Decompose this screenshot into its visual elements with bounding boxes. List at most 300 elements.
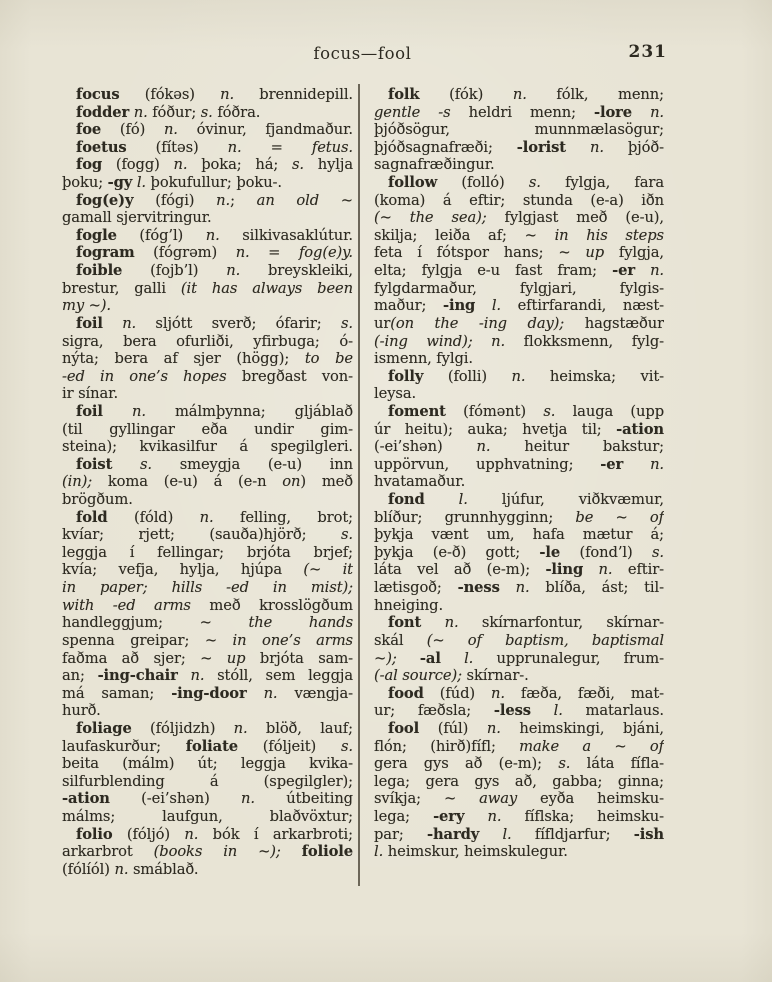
italic-text: ~ in one’s arms xyxy=(204,631,353,649)
italic-text: n. xyxy=(131,402,146,420)
body-text: hagstæður xyxy=(564,314,664,332)
dictionary-line xyxy=(374,209,664,227)
dictionary-line xyxy=(62,438,353,456)
headword-text: -ery xyxy=(433,807,465,825)
body-text: blöð, lauf; xyxy=(247,719,353,737)
body-text: faðma að sjer; xyxy=(62,649,201,667)
dictionary-line xyxy=(62,244,353,262)
body-text: spenna greipar; xyxy=(62,631,205,649)
dictionary-line xyxy=(62,561,353,579)
dictionary-line xyxy=(62,491,353,509)
headword-text: -gy xyxy=(107,174,133,192)
dictionary-line xyxy=(62,808,353,826)
running-head: focus—fool xyxy=(313,44,412,63)
dictionary-line xyxy=(62,790,353,808)
dictionary-line xyxy=(374,790,664,808)
body-text: ir sínar. xyxy=(62,385,119,403)
body-text xyxy=(103,315,122,332)
headword-text: -ation xyxy=(62,790,110,808)
italic-text: n. xyxy=(444,614,459,632)
dictionary-line xyxy=(374,421,664,439)
body-text: brjóta sam- xyxy=(245,649,353,667)
body-text: (til gyllingar eða undir gim- xyxy=(62,420,353,438)
dictionary-line xyxy=(374,632,664,650)
body-text: fólk, menn; xyxy=(526,86,664,103)
headword-text: fogle xyxy=(76,226,117,244)
body-text: lauga (upp xyxy=(555,402,664,420)
italic-text: n. xyxy=(263,684,278,702)
body-text: heimska; vit- xyxy=(525,367,664,385)
dictionary-line xyxy=(374,350,664,368)
headword-text: font xyxy=(388,614,422,632)
dictionary-line xyxy=(374,262,664,280)
body-text: skilja; leiða af; xyxy=(374,226,525,244)
body-text: fylgja, fara xyxy=(540,174,664,192)
italic-text: n. xyxy=(190,667,205,685)
dictionary-line xyxy=(62,579,353,597)
body-text: (koma) á eftir; stunda (e-a) iðn xyxy=(374,191,664,209)
body-text: heldri menn; xyxy=(450,103,594,121)
italic-text: s. xyxy=(528,174,541,192)
body-text: brögðum. xyxy=(62,491,133,509)
italic-text: n. xyxy=(216,191,231,209)
dictionary-line xyxy=(374,456,664,474)
body-text: ) með xyxy=(300,473,353,491)
body-text: brestur, galli xyxy=(62,279,181,297)
dictionary-line xyxy=(62,315,353,333)
dictionary-line xyxy=(62,755,353,773)
page-number: 231 xyxy=(628,42,667,62)
headword-text: foil xyxy=(76,402,103,420)
dictionary-line xyxy=(62,843,353,861)
body-text: óvinur, fjandmaður. xyxy=(177,121,353,139)
body-text: beita (málm) út; leggja kvika- xyxy=(62,755,353,773)
body-text: (fúl) xyxy=(419,719,487,737)
italic-text: n. xyxy=(598,561,613,579)
body-text: leggja í fellingar; brjóta brjef; xyxy=(62,543,353,561)
body-text: heimskur, heimskulegur. xyxy=(383,843,568,861)
body-text: laufaskurður; xyxy=(62,737,186,755)
body-text: útbeiting xyxy=(254,790,353,808)
dictionary-line xyxy=(374,597,664,615)
dictionary-line xyxy=(374,579,664,597)
dictionary-line xyxy=(62,826,353,844)
dictionary-line xyxy=(374,614,664,632)
body-text: handleggjum; xyxy=(62,614,200,632)
body-text: flón; (hirð)fífl; xyxy=(374,737,520,755)
body-text xyxy=(112,456,140,473)
italic-text: in paper; hills -ed in mist); xyxy=(62,579,353,597)
body-text: (fogg) xyxy=(102,156,174,174)
italic-text: s. xyxy=(543,402,556,420)
right-column xyxy=(374,86,664,861)
italic-text: (books in ~); xyxy=(153,843,281,861)
dictionary-line xyxy=(374,121,664,139)
italic-text: n. xyxy=(133,103,148,121)
dictionary-line xyxy=(374,720,664,738)
italic-text: to be xyxy=(304,350,353,368)
body-text: (fók) xyxy=(419,86,513,103)
italic-text: n. xyxy=(650,455,664,473)
italic-text: (-al source); xyxy=(374,667,462,685)
body-text: (fúd) xyxy=(423,684,491,702)
body-text: uppörvun, upphvatning; xyxy=(374,455,601,473)
body-text: (fólíól) xyxy=(62,860,115,878)
dictionary-line xyxy=(62,509,353,527)
body-text: (fítəs) xyxy=(126,138,228,156)
italic-text: n. xyxy=(511,367,526,385)
italic-text: be ~ of xyxy=(575,508,664,526)
body-text: (fógi) xyxy=(133,191,217,209)
dictionary-line xyxy=(374,685,664,703)
italic-text: n. xyxy=(122,314,137,332)
body-text: felling, brot; xyxy=(213,508,353,526)
body-text: láta vel að (e-m); xyxy=(374,561,546,579)
body-text xyxy=(178,667,191,684)
body-text: lega; gera gys að, gabba; ginna; xyxy=(374,772,664,790)
dictionary-line xyxy=(62,685,353,703)
body-text: (fojb’l) xyxy=(122,262,227,280)
italic-text: gentle -s xyxy=(374,103,451,121)
body-text: stóll, sem leggja xyxy=(204,667,353,685)
italic-text: n. xyxy=(487,807,502,825)
body-text: an; xyxy=(62,667,98,685)
body-text xyxy=(464,808,487,825)
body-text xyxy=(281,843,302,860)
headword-text: fodder xyxy=(76,103,130,121)
dictionary-line xyxy=(62,174,353,192)
headword-text: -ling xyxy=(545,561,584,579)
dictionary-line xyxy=(62,297,353,315)
italic-text: (it has always been xyxy=(180,279,353,297)
italic-text: l. xyxy=(136,174,146,192)
body-text: fylgjast með (e-u), xyxy=(486,209,664,227)
dictionary-line xyxy=(62,720,353,738)
body-text xyxy=(500,579,516,596)
headword-text: -ish xyxy=(633,825,664,843)
body-text xyxy=(531,702,554,719)
body-text: ; xyxy=(230,191,257,209)
italic-text: n. xyxy=(227,138,242,156)
body-text xyxy=(632,104,650,121)
body-text: eftir- xyxy=(612,561,664,579)
dictionary-line xyxy=(62,139,353,157)
body-text: sagnafræðingur. xyxy=(374,156,495,174)
dictionary-line xyxy=(374,297,664,315)
body-text: (fómənt) xyxy=(445,402,544,420)
body-text: ismenn, fylgi. xyxy=(374,350,473,368)
italic-text: n. xyxy=(199,508,214,526)
dictionary-line xyxy=(374,368,664,386)
dictionary-line xyxy=(374,438,664,456)
body-text: ur xyxy=(374,314,391,332)
body-text: þjóð- xyxy=(603,138,664,156)
dictionary-line xyxy=(374,667,664,685)
headword-text: foliate xyxy=(185,737,239,755)
dictionary-line xyxy=(374,403,664,421)
body-text: ljúfur, viðkvæmur, xyxy=(467,491,664,509)
body-text: = xyxy=(249,244,299,262)
body-text xyxy=(425,491,459,508)
headword-text: fogram xyxy=(76,244,135,262)
italic-text: s. xyxy=(340,737,353,755)
headword-text: -ing-chair xyxy=(97,667,178,685)
italic-text: (~ the sea); xyxy=(374,209,487,227)
body-text: upprunalegur, frum- xyxy=(473,649,664,667)
body-text: (fóljeit) xyxy=(238,737,341,755)
body-text: blíða, ást; til- xyxy=(529,579,664,597)
italic-text: (~ it xyxy=(303,561,353,579)
headword-text: foliage xyxy=(76,719,132,737)
dictionary-line xyxy=(374,755,664,773)
italic-text: (on the -ing day); xyxy=(390,314,565,332)
dictionary-line xyxy=(374,244,664,262)
dictionary-line xyxy=(62,421,353,439)
body-text: láta fífla- xyxy=(570,755,664,773)
body-text: (folli) xyxy=(423,367,512,385)
dictionary-line xyxy=(62,156,353,174)
column-divider-rule xyxy=(358,84,360,886)
body-text: nýta; bera af sjer (högg); xyxy=(62,350,305,368)
body-text: eftirfarandi, næst- xyxy=(500,297,664,315)
body-text: sigra, bera ofurliði, yfirbuga; ó- xyxy=(62,332,353,350)
body-text: brennidepill. xyxy=(234,86,353,103)
body-text: blíður; grunnhygginn; xyxy=(374,508,576,526)
headword-text: foist xyxy=(76,455,113,473)
body-text: kvíar; rjett; (sauða)hjörð; xyxy=(62,526,341,544)
body-text: bregðast von- xyxy=(226,367,353,385)
dictionary-line xyxy=(62,861,353,879)
body-text: elta; fylgja e-u fast fram; xyxy=(374,262,613,280)
headword-text: folk xyxy=(388,86,420,103)
body-text: fíflska; heimsku- xyxy=(501,807,664,825)
body-text: svíkja; xyxy=(374,790,444,808)
italic-text: ~ up xyxy=(558,244,605,262)
headword-text: food xyxy=(388,684,424,702)
dictionary-line xyxy=(62,385,353,403)
dictionary-line xyxy=(62,403,353,421)
headword-text: fond xyxy=(388,491,425,509)
body-text: smeygja (e-u) inn xyxy=(151,455,353,473)
italic-text: l. xyxy=(491,297,501,315)
headword-text: -hardy xyxy=(426,825,480,843)
body-text xyxy=(441,650,464,667)
body-text: (fóg’l) xyxy=(116,226,206,244)
headword-text: follow xyxy=(388,174,438,192)
dictionary-line xyxy=(62,702,353,720)
dictionary-line xyxy=(374,491,664,509)
dictionary-line xyxy=(62,614,353,632)
dictionary-line xyxy=(374,385,664,403)
dictionary-line xyxy=(62,667,353,685)
dictionary-line xyxy=(374,526,664,544)
dictionary-line xyxy=(374,315,664,333)
italic-text: n. xyxy=(184,825,199,843)
italic-text: n. xyxy=(650,262,664,280)
dictionary-line xyxy=(374,509,664,527)
italic-text: n. xyxy=(235,244,250,262)
body-text: þoka; há; xyxy=(187,156,292,174)
dictionary-line xyxy=(374,156,664,174)
dictionary-line xyxy=(374,227,664,245)
headword-text: -al xyxy=(419,649,441,667)
italic-text: (~ of baptism, baptismal xyxy=(426,631,664,649)
dictionary-line xyxy=(374,650,664,668)
italic-text: l. xyxy=(553,702,563,720)
body-text: vængja- xyxy=(277,684,353,702)
body-text: skál xyxy=(374,631,427,649)
body-text: (fó) xyxy=(101,121,164,139)
body-text: gera gys að (e-m); xyxy=(374,755,559,773)
body-text: skírnar-. xyxy=(461,667,529,685)
dictionary-line xyxy=(374,104,664,122)
dictionary-line xyxy=(62,526,353,544)
dictionary-line xyxy=(374,561,664,579)
headword-text: -ing-door xyxy=(171,684,247,702)
italic-text: n. xyxy=(512,86,527,103)
headword-text: focus xyxy=(76,86,120,103)
italic-text: n. xyxy=(205,226,220,244)
body-text xyxy=(247,685,264,702)
headword-text: -lore xyxy=(593,103,633,121)
headword-text: foil xyxy=(76,314,103,332)
body-text: þykja vænt um, hafa mætur á; xyxy=(374,526,664,544)
body-text: ur; fæðsla; xyxy=(374,702,494,720)
body-text: lega; xyxy=(374,807,434,825)
italic-text: n. xyxy=(226,262,241,280)
body-text: heimskingi, bjáni, xyxy=(500,719,664,737)
headword-text: folly xyxy=(388,367,424,385)
body-text: hurð. xyxy=(62,702,101,720)
body-text: úr heitu); auka; hvetja til; xyxy=(374,420,617,438)
body-text: fylgja, xyxy=(604,244,664,262)
dictionary-line xyxy=(374,139,664,157)
headword-text: -ness xyxy=(457,579,500,597)
dictionary-line xyxy=(62,544,353,562)
body-text: málms; laufgun, blaðvöxtur; xyxy=(62,807,353,825)
body-text: skírnarfontur, skírnar- xyxy=(458,614,664,632)
body-text: bók í arkarbroti; xyxy=(198,825,353,843)
italic-text: s. xyxy=(558,755,571,773)
headword-text: foliole xyxy=(301,843,353,861)
body-text xyxy=(583,561,598,578)
headword-text: foe xyxy=(76,121,102,139)
italic-text: s. xyxy=(651,543,664,561)
italic-text: n. xyxy=(173,156,188,174)
dictionary-line xyxy=(62,350,353,368)
body-text: koma (e-u) á (e-n xyxy=(92,473,283,491)
body-text: fæða, fæði, mat- xyxy=(504,684,664,702)
italic-text: n. xyxy=(491,332,506,350)
body-text xyxy=(635,262,650,279)
body-text: (fógrəm) xyxy=(134,244,236,262)
dictionary-line xyxy=(62,280,353,298)
body-text: má saman; xyxy=(62,684,172,702)
italic-text: my ~). xyxy=(62,297,111,315)
headword-text: -er xyxy=(612,262,635,280)
dictionary-line xyxy=(62,227,353,245)
italic-text: s. xyxy=(340,314,353,332)
dictionary-line xyxy=(62,473,353,491)
italic-text: s. xyxy=(291,156,304,174)
dictionary-line xyxy=(374,86,664,104)
body-text: (fóljó) xyxy=(112,825,185,843)
body-text: flokksmenn, fylg- xyxy=(505,332,664,350)
dictionary-line xyxy=(374,808,664,826)
headword-text: -lorist xyxy=(516,138,566,156)
body-text: gamall sjervitringur. xyxy=(62,209,212,227)
italic-text: on xyxy=(282,473,301,491)
body-text: maður; xyxy=(374,297,443,315)
body-text: (folló) xyxy=(437,174,529,192)
body-text xyxy=(103,403,132,420)
body-text: þjóðsagnafræði; xyxy=(374,138,517,156)
dictionary-line xyxy=(62,738,353,756)
italic-text: make a ~ of xyxy=(519,737,664,755)
italic-text: with -ed arms xyxy=(62,596,191,614)
italic-text: fog(e)y. xyxy=(298,244,353,262)
body-text: arkarbrot xyxy=(62,843,154,861)
dictionary-line xyxy=(374,280,664,298)
body-text: feta í fótspor hans; xyxy=(374,244,559,262)
body-text: matarlaus. xyxy=(562,702,664,720)
italic-text: l. xyxy=(458,491,468,509)
headword-text: fool xyxy=(388,719,420,737)
headword-text: fold xyxy=(76,508,108,526)
dictionary-line xyxy=(62,104,353,122)
body-text xyxy=(473,333,492,350)
italic-text: -ed in one’s hopes xyxy=(62,367,227,385)
dictionary-line xyxy=(62,86,353,104)
headword-text: foible xyxy=(76,262,123,280)
italic-text: (-ing wind); xyxy=(374,332,473,350)
italic-text: n. xyxy=(163,121,178,139)
body-text: þykja (e-ð) gott; xyxy=(374,543,540,561)
body-text: þokufullur; þoku-. xyxy=(145,174,282,192)
dictionary-line xyxy=(374,333,664,351)
body-text xyxy=(623,456,650,473)
italic-text: l. xyxy=(464,649,474,667)
body-text: (-ei’shən) xyxy=(374,438,477,456)
body-text: (fókəs) xyxy=(119,86,221,103)
body-text: kvía; vefja, hylja, hjúpa xyxy=(62,561,304,579)
body-text: leysa. xyxy=(374,385,417,403)
italic-text: n. xyxy=(241,790,255,808)
italic-text: n. xyxy=(491,684,505,702)
italic-text: s. xyxy=(139,455,152,473)
body-text: silfurblending á (spegilgler); xyxy=(62,772,353,790)
body-text: fífldjarfur; xyxy=(511,825,634,843)
italic-text: n. xyxy=(650,103,664,121)
italic-text: (in); xyxy=(62,473,93,491)
italic-text: n. xyxy=(114,860,129,878)
dictionary-line xyxy=(62,209,353,227)
headword-text: -le xyxy=(539,543,561,561)
dictionary-line xyxy=(62,650,353,668)
italic-text: n. xyxy=(233,719,248,737)
italic-text: ~ up xyxy=(200,649,246,667)
dictionary-line xyxy=(62,456,353,474)
body-text: (fond’l) xyxy=(560,543,652,561)
dictionary-line xyxy=(374,773,664,791)
italic-text: n. xyxy=(476,438,491,456)
dictionary-line xyxy=(374,544,664,562)
body-text: þjóðsögur, munnmælasögur; xyxy=(374,121,664,139)
body-text: (fóljidzh) xyxy=(131,719,234,737)
headword-text: -ation xyxy=(616,420,664,438)
body-text: (-ei’shən) xyxy=(109,790,242,808)
italic-text: n. xyxy=(220,86,235,103)
